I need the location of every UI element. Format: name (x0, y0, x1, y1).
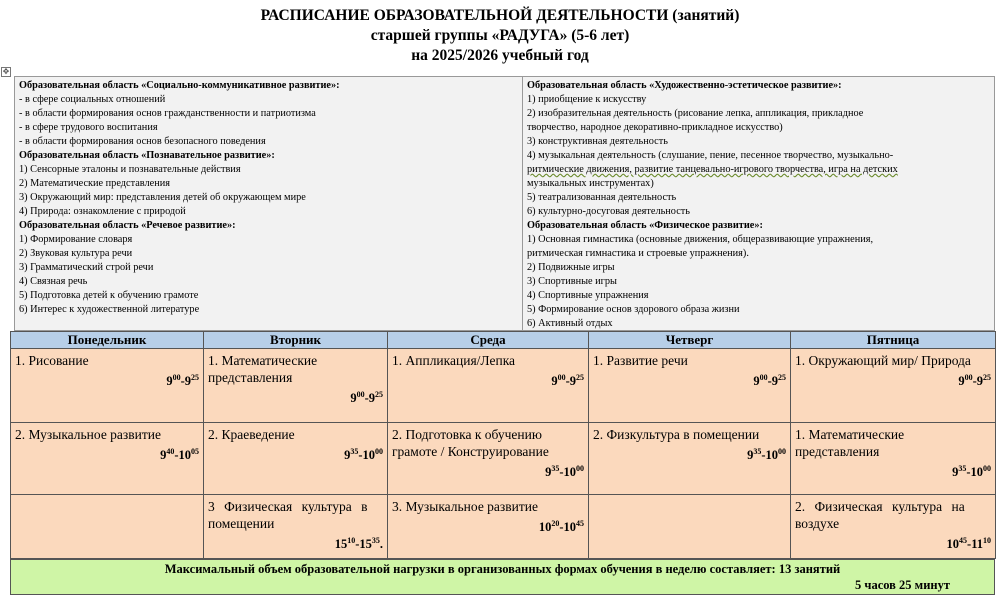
time-end-m: 00 (983, 464, 991, 473)
time-end-m: 00 (778, 447, 786, 456)
time-separator: - (180, 374, 185, 389)
time-end-h: 15 (359, 537, 372, 552)
lesson-name: 3 Физическая культура в помещении (208, 499, 368, 531)
time-start-m: 00 (557, 373, 566, 382)
time-end-h: 9 (368, 391, 375, 406)
lesson-time (795, 369, 991, 390)
legend-right-column (523, 77, 994, 330)
legend-right-line: музыкальных инструментах) (527, 178, 654, 189)
legend-left-line: 5) Подготовка детей к обучению грамоте (19, 290, 199, 301)
lesson-name: 1. Окружающий мир/ Природа (795, 353, 971, 368)
day-header-wednesday: Среда (388, 332, 589, 349)
time-separator: - (767, 374, 772, 389)
legend-left-line: 2) Математические представления (19, 178, 170, 189)
time-start-h: 9 (753, 374, 760, 389)
lesson-cell-tuesday (204, 423, 388, 495)
time-start-h: 9 (551, 374, 558, 389)
legend-left-line: - в сфере трудового воспитания (19, 122, 158, 133)
lesson-cell-thursday (589, 423, 791, 495)
time-end-h: 11 (971, 537, 983, 552)
schedule-row (11, 349, 996, 423)
time-end-m: 05 (191, 447, 199, 456)
time-end-h: 9 (569, 374, 576, 389)
time-start-h: 9 (160, 448, 167, 463)
legend-right-line: 2) изобразительная деятельность (рисование лепка, аппликация, прикладное (527, 108, 864, 119)
lesson-cell-friday (791, 423, 996, 495)
lesson-name: 2. Физическая культура на воздухе (795, 499, 965, 531)
time-start-h: 9 (747, 448, 754, 463)
time-end-m: 25 (983, 373, 991, 382)
time-separator: - (174, 448, 179, 463)
summary-line-1: Максимальный объем образовательной нагрузки в организованных формах обучения в неделю составляет: 13 занятий (164, 562, 841, 576)
legend-left-line: - в области формирования основ безопасного поведения (19, 136, 266, 147)
lesson-name: 1. Аппликация/Лепка (392, 353, 516, 368)
legend-left-line: Образовательная область «Познавательное развитие»: (19, 150, 275, 161)
legend-right-line: 4) музыкальная деятельность (слушание, пение, песенное творчество, музыкально- (527, 150, 894, 161)
legend-left-line: Образовательная область «Речевое развитие»: (19, 220, 236, 231)
lesson-cell-thursday (589, 495, 791, 559)
legend-right-line: 6) культурно-досуговая деятельность (527, 206, 690, 217)
time-start-h: 10 (946, 537, 960, 552)
time-separator: - (355, 537, 360, 552)
lesson-time (208, 386, 383, 407)
time-start-m: 00 (356, 390, 365, 399)
time-start-m: 10 (347, 536, 356, 545)
time-separator: - (972, 374, 977, 389)
lesson-cell-monday (11, 423, 204, 495)
legend-right-line: творчество, народное декоративно-прикладное искусство) (527, 122, 783, 133)
schedule-table (10, 331, 996, 559)
schedule-header-row (11, 332, 996, 349)
time-end-m: 10 (983, 536, 991, 545)
legend-left-line: Образовательная область «Социально-коммуникативное развитие»: (19, 80, 340, 91)
time-start-h: 9 (952, 465, 959, 480)
legend-left-column (15, 77, 523, 330)
time-separator: - (967, 537, 972, 552)
legend-right-line: 4) Спортивные упражнения (527, 290, 649, 301)
lesson-time (392, 515, 584, 536)
legend-left-line: 1) Сенсорные эталоны и познавательные действия (19, 164, 241, 175)
lesson-time (392, 460, 584, 481)
title-line-2: старшей группы «РАДУГА» (5-6 лет) (370, 27, 630, 44)
time-separator: - (559, 465, 564, 480)
time-start-m: 00 (172, 373, 181, 382)
time-suffix: . (379, 537, 383, 552)
time-separator: - (565, 374, 570, 389)
legend-right-line: 5) Формирование основ здорового образа жизни (527, 304, 740, 315)
title-line-1: РАСПИСАНИЕ ОБРАЗОВАТЕЛЬНОЙ ДЕЯТЕЛЬНОСТИ (занятий) (260, 7, 740, 24)
legend-left-line: - в области формирования основ гражданственности и патриотизма (19, 108, 316, 119)
time-start-h: 9 (350, 391, 357, 406)
time-end-h: 10 (563, 465, 576, 480)
time-end-m: 25 (576, 373, 584, 382)
legend-left-line: 3) Грамматический строй речи (19, 262, 154, 273)
legend-right-line: 6) Активный отдых (527, 318, 613, 329)
lesson-name: 1. Математические представления (208, 353, 318, 385)
weekly-load-summary (10, 559, 995, 595)
legend-left-line: - в сфере социальных отношений (19, 94, 166, 105)
lesson-cell-wednesday (388, 423, 589, 495)
lesson-cell-tuesday (204, 495, 388, 559)
lesson-cell-tuesday (204, 349, 388, 423)
time-end-m: 25 (778, 373, 786, 382)
lesson-cell-friday (791, 495, 996, 559)
time-end-m: 35 (371, 536, 380, 545)
time-end-h: 10 (563, 520, 576, 535)
time-start-h: 9 (166, 374, 173, 389)
time-separator: - (559, 520, 564, 535)
lesson-cell-monday (11, 495, 204, 559)
legend-right-line: 3) конструктивная деятельность (527, 136, 668, 147)
legend-left-line: 3) Окружающий мир: представления детей об окружающем мире (19, 192, 306, 203)
time-start-m: 35 (551, 464, 560, 473)
time-end-m: 00 (375, 447, 383, 456)
time-separator: - (761, 448, 766, 463)
day-header-tuesday: Вторник (204, 332, 388, 349)
schedule-row (11, 495, 996, 559)
lesson-name: 2. Музыкальное развитие (15, 427, 161, 442)
time-start-m: 35 (958, 464, 967, 473)
lesson-time (392, 369, 584, 390)
time-start-h: 9 (344, 448, 351, 463)
time-end-m: 25 (191, 373, 199, 382)
time-end-m: 25 (375, 390, 383, 399)
time-start-m: 00 (759, 373, 768, 382)
document-title (0, 6, 1000, 66)
time-start-m: 40 (166, 447, 175, 456)
legend-right-line: 5) театрализованная деятельность (527, 192, 677, 203)
time-end-h: 9 (976, 374, 983, 389)
legend-right-line: ритмические движения, развитие танцевально-игрового творчества, игра на детских (527, 164, 898, 175)
schedule-row (11, 423, 996, 495)
lesson-name: 1. Математические представления (795, 427, 905, 459)
lesson-time (208, 443, 383, 464)
time-end-h: 10 (765, 448, 778, 463)
time-start-m: 35 (753, 447, 762, 456)
day-header-friday: Пятница (791, 332, 996, 349)
lesson-cell-thursday (589, 349, 791, 423)
table-move-handle-icon[interactable]: ✥ (2, 67, 10, 76)
legend-right-line: 2) Подвижные игры (527, 262, 615, 273)
time-start-h: 9 (958, 374, 965, 389)
legend-left-line: 4) Природа: ознакомление с природой (19, 206, 186, 217)
day-header-monday: Понедельник (11, 332, 204, 349)
time-end-h: 9 (184, 374, 191, 389)
time-start-h: 10 (538, 520, 552, 535)
lesson-name: 2. Подготовка к обучению грамоте / Конструирование (392, 427, 549, 459)
lesson-time (593, 443, 786, 464)
legend-left-line: 1) Формирование словаря (19, 234, 133, 245)
legend-right-line: 1) Основная гимнастика (основные движения, общеразвивающие упражнения, (527, 234, 874, 245)
time-start-h: 15 (334, 537, 348, 552)
lesson-cell-friday (791, 349, 996, 423)
lesson-name: 1. Рисование (15, 353, 89, 368)
time-start-m: 45 (959, 536, 968, 545)
time-end-h: 10 (970, 465, 983, 480)
time-separator: - (966, 465, 971, 480)
time-end-m: 00 (576, 464, 584, 473)
title-line-3: на 2025/2026 учебный год (411, 47, 589, 64)
lesson-time (593, 369, 786, 390)
legend-right-line: ритмическая гимнастика и строевые упражнения). (527, 248, 749, 259)
legend-left-line: 4) Связная речь (19, 276, 88, 287)
time-end-h: 9 (771, 374, 778, 389)
lesson-name: 1. Развитие речи (593, 353, 688, 368)
time-start-h: 9 (545, 465, 552, 480)
time-end-h: 10 (362, 448, 375, 463)
time-separator: - (358, 448, 363, 463)
time-end-h: 10 (178, 448, 191, 463)
lesson-cell-wednesday (388, 349, 589, 423)
lesson-time (208, 532, 383, 553)
lesson-time (795, 532, 991, 553)
legend-right-line: 3) Спортивные игры (527, 276, 617, 287)
lesson-name: 3. Музыкальное развитие (392, 499, 538, 514)
legend-right-line: 1) приобщение к искусству (527, 94, 647, 105)
lesson-cell-wednesday (388, 495, 589, 559)
summary-line-2: 5 часов 25 минут (855, 578, 950, 592)
lesson-time (795, 460, 991, 481)
legend-right-line: Образовательная область «Физическое развитие»: (527, 220, 763, 231)
educational-areas-legend (14, 76, 995, 331)
time-start-m: 35 (350, 447, 359, 456)
lesson-name: 2. Краеведение (208, 427, 295, 442)
legend-left-line: 2) Звуковая культура речи (19, 248, 133, 259)
day-header-thursday: Четверг (589, 332, 791, 349)
lesson-name: 2. Физкультура в помещении (593, 427, 760, 442)
time-start-m: 00 (964, 373, 973, 382)
time-end-m: 45 (576, 519, 584, 528)
legend-right-line: Образовательная область «Художественно-эстетическое развитие»: (527, 80, 842, 91)
legend-left-line: 6) Интерес к художественной литературе (19, 304, 200, 315)
lesson-cell-monday (11, 349, 204, 423)
lesson-time (15, 369, 199, 390)
time-separator: - (364, 391, 369, 406)
time-start-m: 20 (551, 519, 560, 528)
lesson-time (15, 443, 199, 464)
